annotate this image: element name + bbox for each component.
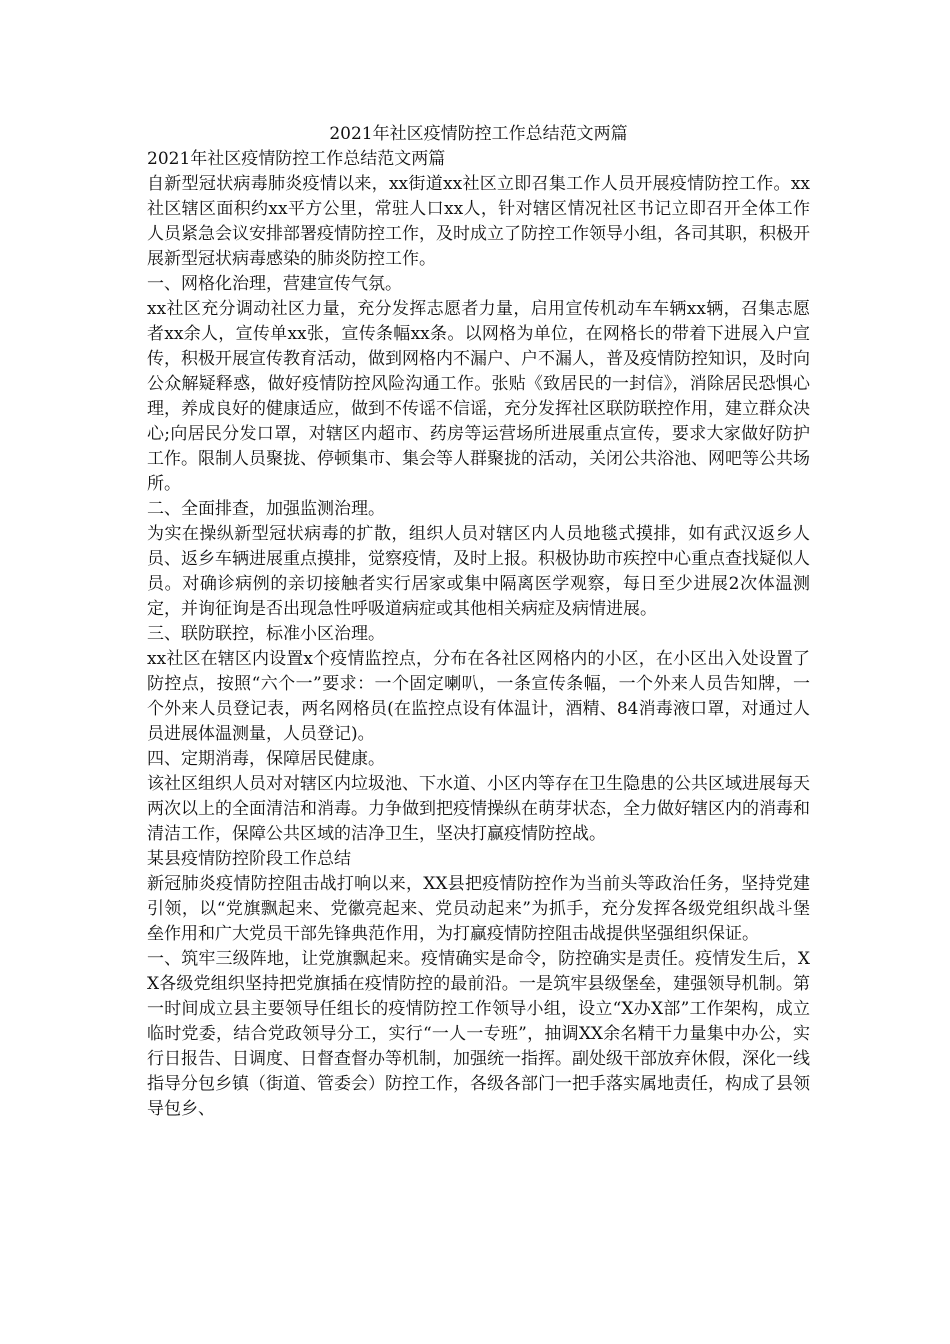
section-4-paragraph: 该社区组织人员对对辖区内垃圾池、下水道、小区内等存在卫生隐患的公共区域进展每天两次以上的全面清洁和消毒。力争做到把疫情操纵在萌芽状态，全力做好辖区内的消毒和清洁工作，保障公共区域的洁净卫生，坚决打赢疫情防控战。 [147,774,810,844]
section-heading-2: 二、全面排查，加强监测治理。 [147,499,385,519]
document-title: 2021年社区疫情防控工作总结范文两篇 [329,124,628,144]
second-article-section-1: 一、筑牢三级阵地，让党旗飘起来。疫情确实是命令，防控确实是责任。疫情发生后，XX各级党组织坚持把党旗插在疫情防控的最前沿。一是筑牢县级堡垒，建强领导机制。第一时间成立县主要领导任组长的疫情防控工作领导小组，设立“X办X部”工作架构，成立临时党委，结合党政领导分工，实行“一人一专班”，抽调XX余名精干力量集中办公，实行日报告、日调度、日督查督办等机制，加强统一指挥。副处级干部放弃休假，深化一线指导分包乡镇（街道、管委会）防控工作，各级各部门一把手落实属地责任，构成了县领导包乡、 [147,949,810,1119]
second-article-title: 某县疫情防控阶段工作总结 [147,849,351,869]
section-heading-3: 三、联防联控，标准小区治理。 [147,624,385,644]
section-heading-4: 四、定期消毒，保障居民健康。 [147,749,385,769]
subtitle-paragraph: 2021年社区疫情防控工作总结范文两篇 [147,149,446,169]
section-1-paragraph: xx社区充分调动社区力量，充分发挥志愿者力量，启用宣传机动车车辆xx辆，召集志愿者xx余人，宣传单xx张，宣传条幅xx条。以网格为单位，在网格长的带着下进展入户宣传，积极开展宣传教育活动，做到网格内不漏户、户不漏人，普及疫情防控知识，及时向公众解疑释惑，做好疫情防控风险沟通工作。张贴《致居民的一封信》，消除居民恐惧心理，养成良好的健康适应，做到不传谣不信谣，充分发挥社区联防联控作用，建立群众决心;向居民分发口罩，对辖区内超市、药房等运营场所进展重点宣传，要求大家做好防护工作。限制人员聚拢、停顿集市、集会等人群聚拢的活动，关闭公共浴池、网吧等公共场所。 [147,299,810,494]
second-article-intro: 新冠肺炎疫情防控阻击战打响以来，XX县把疫情防控作为当前头等政治任务，坚持党建引领，以“党旗飘起来、党徽亮起来、党员动起来”为抓手，充分发挥各级党组织战斗堡垒作用和广大党员干部先锋典范作用，为打赢疫情防控阻击战提供坚强组织保证。 [147,874,810,944]
section-heading-1: 一、网格化治理，营建宣传气氛。 [147,274,402,294]
intro-paragraph: 自新型冠状病毒肺炎疫情以来，xx街道xx社区立即召集工作人员开展疫情防控工作。xx社区辖区面积约xx平方公里，常驻人口xx人，针对辖区情况社区书记立即召开全体工作人员紧急会议安排部署疫情防控工作，及时成立了防控工作领导小组，各司其职，积极开展新型冠状病毒感染的肺炎防控工作。 [147,174,810,269]
section-2-paragraph: 为实在操纵新型冠状病毒的扩散，组织人员对辖区内人员地毯式摸排，如有武汉返乡人员、返乡车辆进展重点摸排，觉察疫情，及时上报。积极协助市疾控中心重点查找疑似人员。对确诊病例的亲切接触者实行居家或集中隔离医学观察，每日至少进展2次体温测定，并询征询是否出现急性呼吸道病症或其他相关病症及病情进展。 [147,524,810,619]
section-3-paragraph: xx社区在辖区内设置x个疫情监控点，分布在各社区网格内的小区，在小区出入处设置了防控点，按照“六个一”要求：一个固定喇叭，一条宣传条幅，一个外来人员告知牌，一个外来人员登记表，两名网格员(在监控点设有体温计，酒精、84消毒液口罩，对通过人员进展体温测量，人员登记)。 [147,649,810,744]
